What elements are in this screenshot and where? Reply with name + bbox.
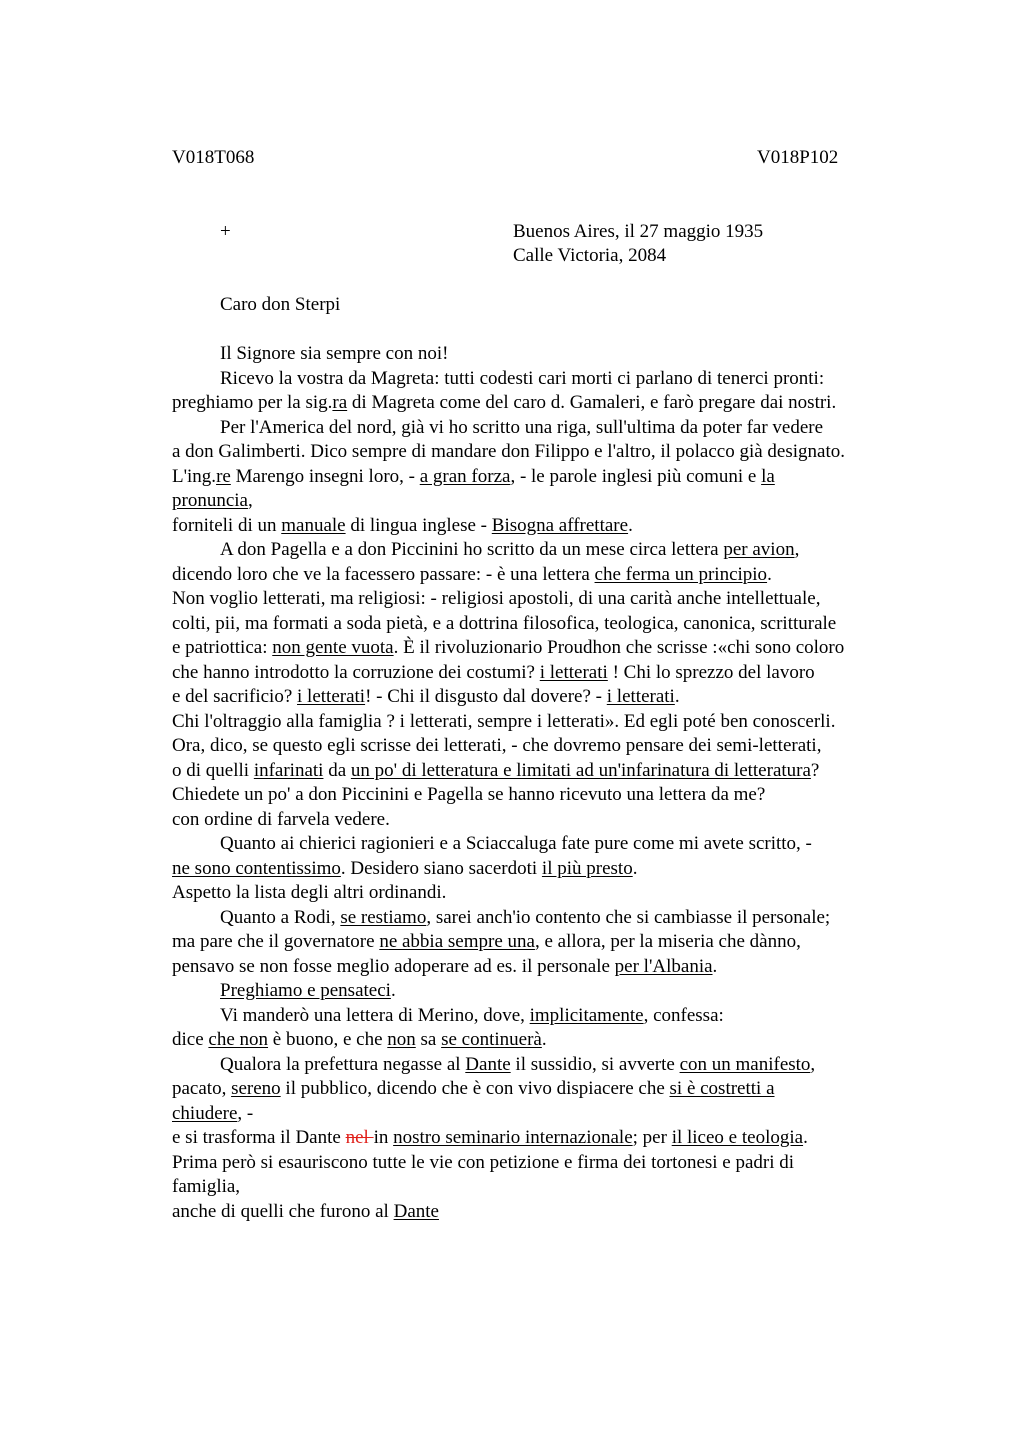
- address: Calle Victoria, 2084: [513, 245, 667, 266]
- body-line: [172, 612, 836, 637]
- text-run: . È il rivoluzionario Proudhon che scrisse :«chi sono coloro: [393, 637, 845, 658]
- body-line: [220, 367, 824, 392]
- text-run: Ora, dico, se questo egli scrisse dei letterati, - che dovremo pensare dei semi-letterati,: [172, 735, 822, 756]
- underlined-text: che non: [208, 1029, 269, 1050]
- body-line: [172, 685, 680, 710]
- body-line: [172, 440, 845, 465]
- underlined-text: ne sono contentissimo: [172, 857, 341, 879]
- underlined-text: i letterati: [539, 661, 608, 683]
- body-line: [172, 1102, 253, 1127]
- body-line: [172, 783, 765, 808]
- text-run: .: [712, 955, 718, 977]
- text-run: .: [390, 980, 396, 1001]
- text-run: A don Pagella e a don Piccinini ho scritto da un mese circa lettera: [220, 539, 724, 560]
- text-run: , sarei anch'io contento che si cambiasse il personale;: [426, 906, 831, 928]
- text-run: Quanto ai chierici ragionieri e a Sciaccaluga fate pure come mi avete scritto, -: [220, 833, 812, 854]
- underlined-text: nostro seminario internazionale: [393, 1127, 633, 1148]
- text-run: Il Signore sia sempre con noi!: [220, 343, 449, 364]
- body-line: [220, 538, 799, 563]
- text-run: Chi l'oltraggio alla famiglia ? i letterati, sempre i letterati». Ed egli poté ben conoscerli.: [172, 710, 836, 732]
- body-line: [172, 514, 633, 539]
- text-run: Non voglio letterati, ma religiosi: - religiosi apostoli, di una carità anche intellettuale,: [172, 588, 821, 609]
- body-line: [220, 906, 830, 931]
- text-run: pensavo se non fosse meglio adoperare ad es. il personale: [172, 955, 615, 977]
- text-run: ,: [794, 539, 800, 560]
- body-line: [172, 1175, 240, 1200]
- body-line: [172, 1077, 775, 1102]
- body-line: [220, 832, 812, 857]
- body-line: [172, 636, 844, 661]
- text-run: ,: [810, 1053, 816, 1075]
- text-run: e del sacrificio?: [172, 686, 298, 707]
- text-run: , confessa:: [643, 1004, 724, 1026]
- text-run: di lingua inglese -: [345, 514, 492, 536]
- underlined-text: i letterati: [606, 686, 675, 707]
- underlined-text: il più presto: [541, 857, 633, 879]
- text-run: dice: [172, 1029, 209, 1050]
- text-run: in: [373, 1127, 394, 1148]
- body-line: [172, 734, 821, 759]
- underlined-text: pronuncia: [172, 490, 248, 511]
- underlined-text: se restiamo: [340, 906, 427, 928]
- underlined-text: implicitamente: [529, 1004, 644, 1026]
- text-run: .: [628, 514, 633, 536]
- underlined-text: Preghiamo e pensateci: [220, 980, 391, 1001]
- text-run: preghiamo per la sig.: [172, 392, 333, 413]
- underlined-text: con un manifesto: [679, 1053, 811, 1075]
- text-run: con ordine di farvela vedere.: [172, 808, 390, 830]
- text-run: ?: [810, 759, 820, 781]
- text-run: Quanto a Rodi,: [220, 906, 341, 928]
- body-line: [220, 979, 396, 1004]
- archive-code-left: V018T068: [172, 147, 255, 168]
- underlined-text: ne abbia sempre una: [379, 931, 535, 952]
- body-line: [172, 710, 835, 735]
- body-line: [172, 759, 819, 784]
- text-run: , e allora, per la miseria che dànno,: [534, 931, 801, 952]
- text-run: L'ing.: [172, 465, 217, 487]
- place-date: Buenos Aires, il 27 maggio 1935: [513, 221, 764, 242]
- text-run: famiglia,: [172, 1176, 241, 1197]
- text-run: .: [541, 1029, 547, 1050]
- body-line: [172, 930, 801, 955]
- underlined-text: non gente vuota: [272, 637, 394, 658]
- salutation: Caro don Sterpi: [220, 294, 341, 315]
- underlined-text: ra: [332, 392, 348, 413]
- text-run: ,: [247, 490, 253, 511]
- text-run: Chiedete un po' a don Piccinini e Pagella se hanno ricevuto una lettera da me?: [172, 784, 766, 805]
- text-run: il pubblico, dicendo che è con vivo dispiacere che: [280, 1078, 670, 1099]
- text-run: Per l'America del nord, già vi ho scritto una riga, sull'ultima da poter far vedere: [220, 416, 824, 438]
- text-run: colti, pii, ma formati a soda pietà, e a dottrina filosofica, teologica, canonica, scritturale: [172, 612, 837, 634]
- cross-symbol: +: [220, 221, 231, 242]
- underlined-text: si è costretti a: [669, 1078, 775, 1099]
- text-run: il sussidio, si avverte: [510, 1053, 680, 1075]
- underlined-text: a gran forza: [419, 465, 511, 487]
- underlined-text: il liceo e teologia: [671, 1127, 804, 1148]
- text-run: Prima però si esauriscono tutte le vie con petizione e firma dei tortonesi e padri di: [172, 1151, 795, 1173]
- underlined-text: Dante: [465, 1053, 511, 1075]
- underlined-text: per l'Albania: [614, 955, 713, 977]
- body-line: [172, 465, 775, 490]
- text-run: di Magreta come del caro d. Gamaleri, e farò pregare dai nostri.: [347, 392, 837, 413]
- text-run: , -: [237, 1102, 254, 1124]
- body-line: [172, 881, 446, 906]
- text-run: Marengo insegni loro, -: [230, 465, 420, 487]
- text-run: .: [767, 563, 772, 585]
- text-run: , - le parole inglesi più comuni e: [510, 465, 762, 487]
- text-run: .: [803, 1127, 808, 1148]
- text-run: da: [323, 759, 351, 781]
- text-run: anche di quelli che furono al: [172, 1200, 394, 1222]
- text-run: e si trasforma il Dante: [172, 1127, 346, 1148]
- text-run: .: [632, 857, 638, 879]
- underlined-text: la: [761, 465, 775, 487]
- body-line: [220, 342, 448, 367]
- body-line: [172, 808, 390, 833]
- text-run: è buono, e che: [268, 1029, 388, 1050]
- text-run: Ricevo la vostra da Magreta: tutti codesti cari morti ci parlano di tenerci pronti:: [220, 367, 825, 389]
- underlined-text: per avion: [723, 539, 795, 560]
- body-line: [172, 587, 820, 612]
- underlined-text: Dante: [393, 1200, 439, 1222]
- struck-through-text: nel: [345, 1127, 374, 1148]
- text-run: forniteli di un: [172, 514, 282, 536]
- body-line: [172, 1151, 794, 1176]
- text-run: o di quelli: [172, 759, 254, 781]
- body-line: [172, 1028, 547, 1053]
- body-line: [172, 489, 253, 514]
- underlined-text: Bisogna affrettare: [491, 514, 629, 536]
- text-run: dicendo loro che ve la facessero passare: - è una lettera: [172, 563, 595, 585]
- underlined-text: sereno: [231, 1078, 281, 1099]
- body-line: [220, 1004, 724, 1029]
- text-run: Aspetto la lista degli altri ordinandi.: [172, 882, 447, 903]
- body-line: [172, 857, 637, 882]
- body-line: [172, 955, 717, 980]
- text-run: Vi manderò una lettera di Merino, dove,: [220, 1004, 530, 1026]
- body-line: [172, 563, 772, 588]
- text-run: .: [674, 686, 680, 707]
- text-run: . Desidero siano sacerdoti: [340, 857, 542, 879]
- underlined-text: infarinati: [253, 759, 324, 781]
- text-run: ma pare che il governatore: [172, 931, 380, 952]
- body-line: [220, 416, 823, 441]
- underlined-text: un po' di letteratura e limitati ad un'infarinatura di letteratura: [350, 759, 811, 781]
- underlined-text: chiudere: [172, 1102, 238, 1124]
- underlined-text: re: [216, 465, 231, 487]
- underlined-text: che ferma un principio: [594, 563, 768, 585]
- text-run: a don Galimberti. Dico sempre di mandare don Filippo e l'altro, il polacco già designato.: [172, 441, 845, 462]
- body-line: [220, 1053, 815, 1078]
- body-line: [172, 1126, 808, 1151]
- text-run: Qualora la prefettura negasse al: [220, 1053, 466, 1075]
- underlined-text: manuale: [281, 514, 346, 536]
- archive-code-right: V018P102: [757, 147, 839, 168]
- text-run: che hanno introdotto la corruzione dei costumi?: [172, 661, 540, 683]
- body-line: [172, 391, 836, 416]
- text-run: ; per: [632, 1127, 672, 1148]
- underlined-text: i letterati: [297, 686, 366, 707]
- body-line: [172, 1200, 439, 1225]
- text-run: ! - Chi il disgusto dal dovere? -: [365, 686, 607, 707]
- text-run: e patriottica:: [172, 637, 273, 658]
- underlined-text: se continuerà: [441, 1029, 542, 1050]
- text-run: ! Chi lo sprezzo del lavoro: [607, 661, 815, 683]
- text-run: sa: [415, 1029, 442, 1050]
- body-line: [172, 661, 815, 686]
- underlined-text: non: [387, 1029, 416, 1050]
- text-run: pacato,: [172, 1078, 232, 1099]
